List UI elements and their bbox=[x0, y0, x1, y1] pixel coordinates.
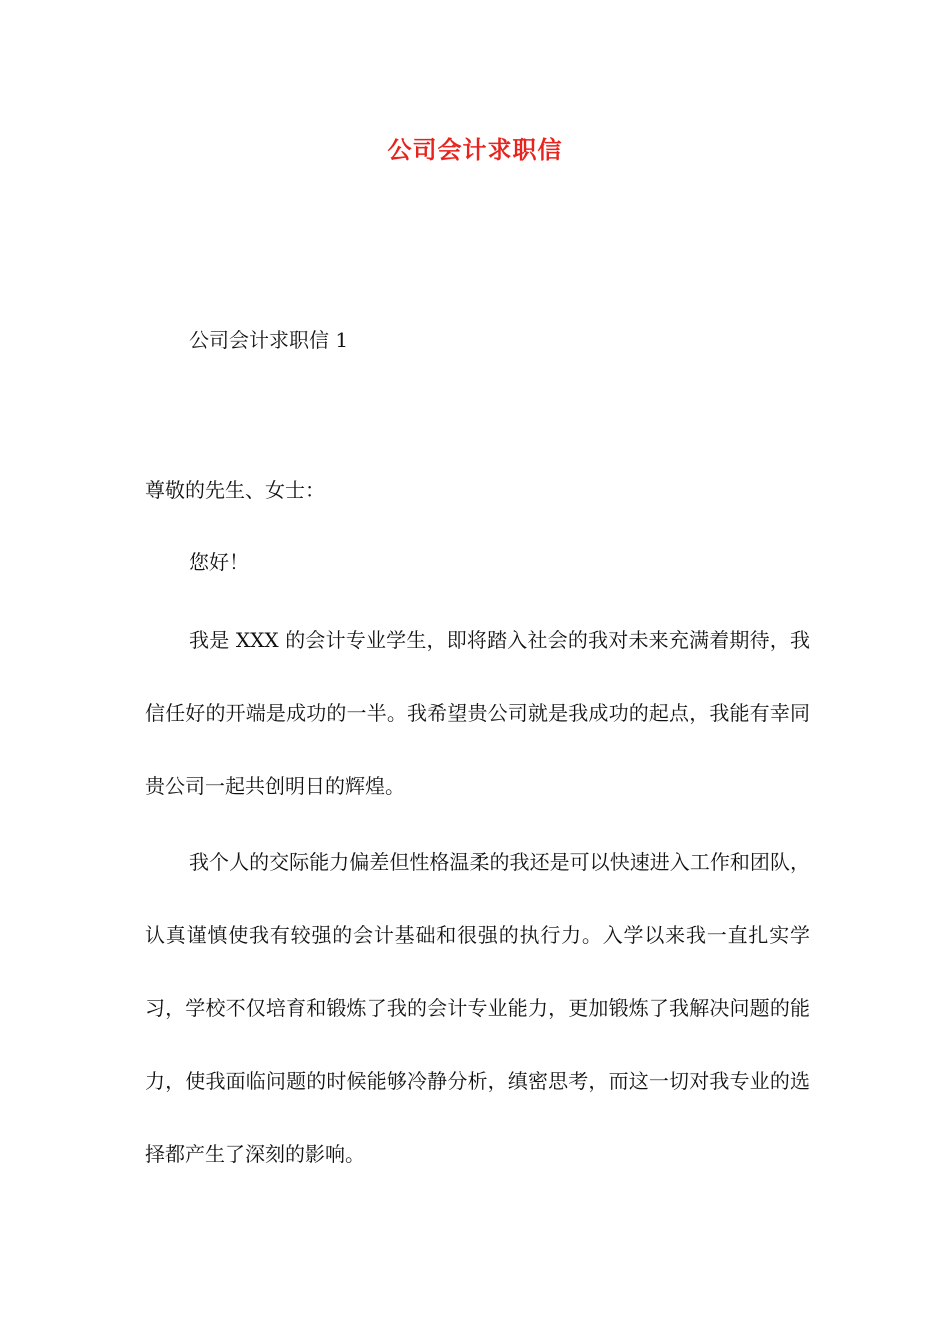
letter-salutation: 尊敬的先生、女士： bbox=[145, 478, 325, 502]
letter-subheading: 公司会计求职信 1 bbox=[189, 328, 349, 352]
body-paragraph-1: 我是 XXX 的会计专业学生，即将踏入社会的我对未来充满着期待，我信任好的开端是成功的一半。我希望贵公司就是我成功的起点，我能有幸同贵公司一起共创明日的辉煌。 bbox=[145, 628, 810, 798]
letter-greeting: 您好！ bbox=[189, 550, 249, 574]
body-paragraph-2: 我个人的交际能力偏差但性格温柔的我还是可以快速进入工作和团队，认真谨慎使我有较强的会计基础和很强的执行力。入学以来我一直扎实学习，学校不仅培育和锻炼了我的会计专业能力，更加锻炼了我解决问题的能力，使我面临问题的时候能够冷静分析，缜密思考，而这一切对我专业的选择都产生了深刻的影响。 bbox=[145, 850, 810, 1166]
document-title: 公司会计求职信 bbox=[387, 135, 563, 164]
